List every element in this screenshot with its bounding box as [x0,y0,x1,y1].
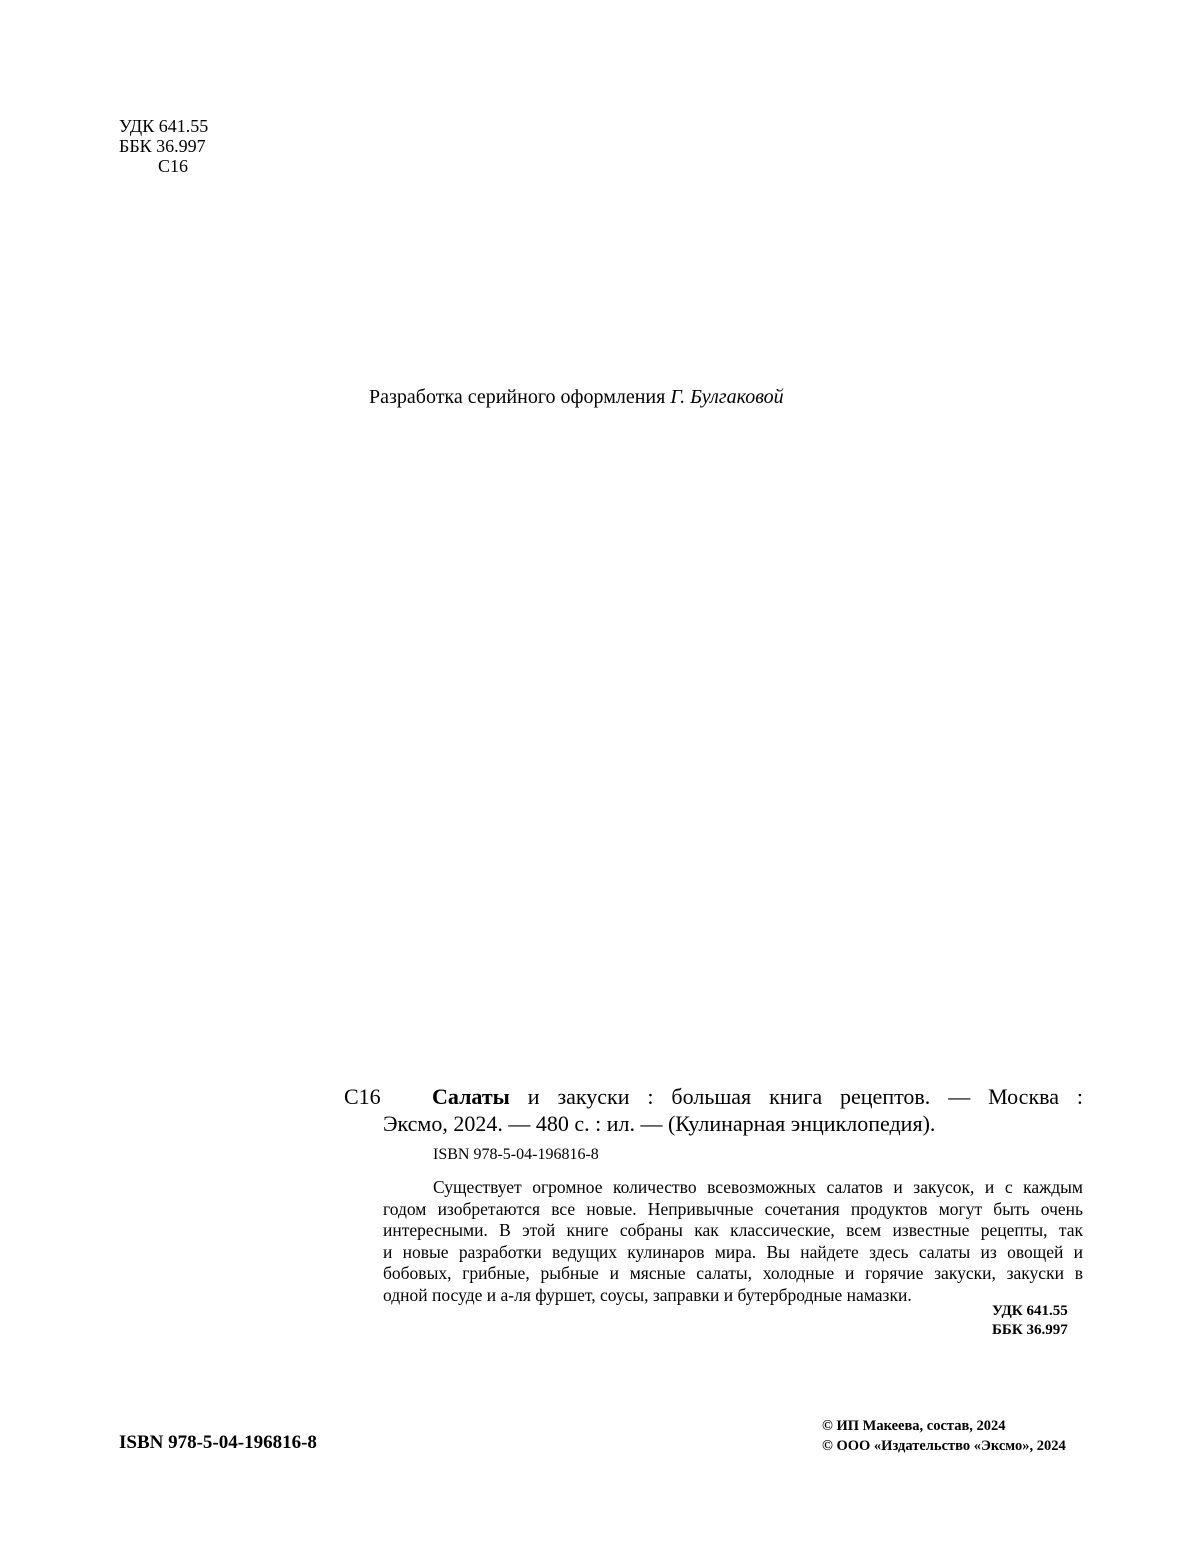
udk-code: УДК 641.55 [119,116,209,136]
biblio-line-2: Эксмо, 2024. — 480 с. : ил. — (Кулинарная энциклопедия). [383,1111,936,1136]
copyright-block [822,1416,1066,1456]
classification-block-top [119,116,208,176]
annotation-line: и новые разработки ведущих кулинаров мира. Вы найдете здесь салаты из овощей и [383,1241,1083,1262]
bbk-code: ББК 36.997 [119,136,206,156]
udk-code-bottom: УДК 641.55 [992,1303,1068,1319]
classification-block-bottom [992,1302,1068,1340]
biblio-line-1 [383,1083,1083,1110]
bbk-code-bottom: ББК 36.997 [992,1322,1068,1338]
biblio-line-1-rest: и закуски : большая книга рецептов. — Москва : [527,1084,1084,1109]
author-mark: С16 [158,156,189,176]
annotation-line: одной посуде и а-ля фуршет, соусы, заправки и бутербродные намазки. [383,1284,912,1305]
series-designer-name: Г. Булгаковой [670,386,784,408]
series-design-credit [369,384,784,410]
book-title: Салаты [432,1084,510,1109]
biblio-entry [383,1083,1083,1137]
annotation [383,1177,1083,1306]
copyright-compiler: © ИП Макеева, состав, 2024 [822,1418,1006,1434]
biblio-author-mark: С16 [344,1084,381,1109]
annotation-line: интересными. В этой книге собраны как классические, всем известные рецепты, так [383,1220,1083,1240]
footer-isbn: ISBN 978-5-04-196816-8 [119,1432,317,1453]
annotation-line: бобовых, грибные, рыбные и мясные салаты, холодные и горячие закуски, закуски в [383,1263,1083,1283]
copyright-publisher: © ООО «Издательство «Эксмо», 2024 [822,1438,1066,1454]
annotation-line: Существует огромное количество всевозможных салатов и закусок, и с каждым [433,1177,1083,1197]
biblio-isbn: ISBN 978-5-04-196816-8 [433,1146,599,1163]
annotation-line: годом изобретаются все новые. Непривычные сочетания продуктов могут быть очень [383,1198,1083,1219]
series-design-label: Разработка серийного оформления [369,386,666,408]
